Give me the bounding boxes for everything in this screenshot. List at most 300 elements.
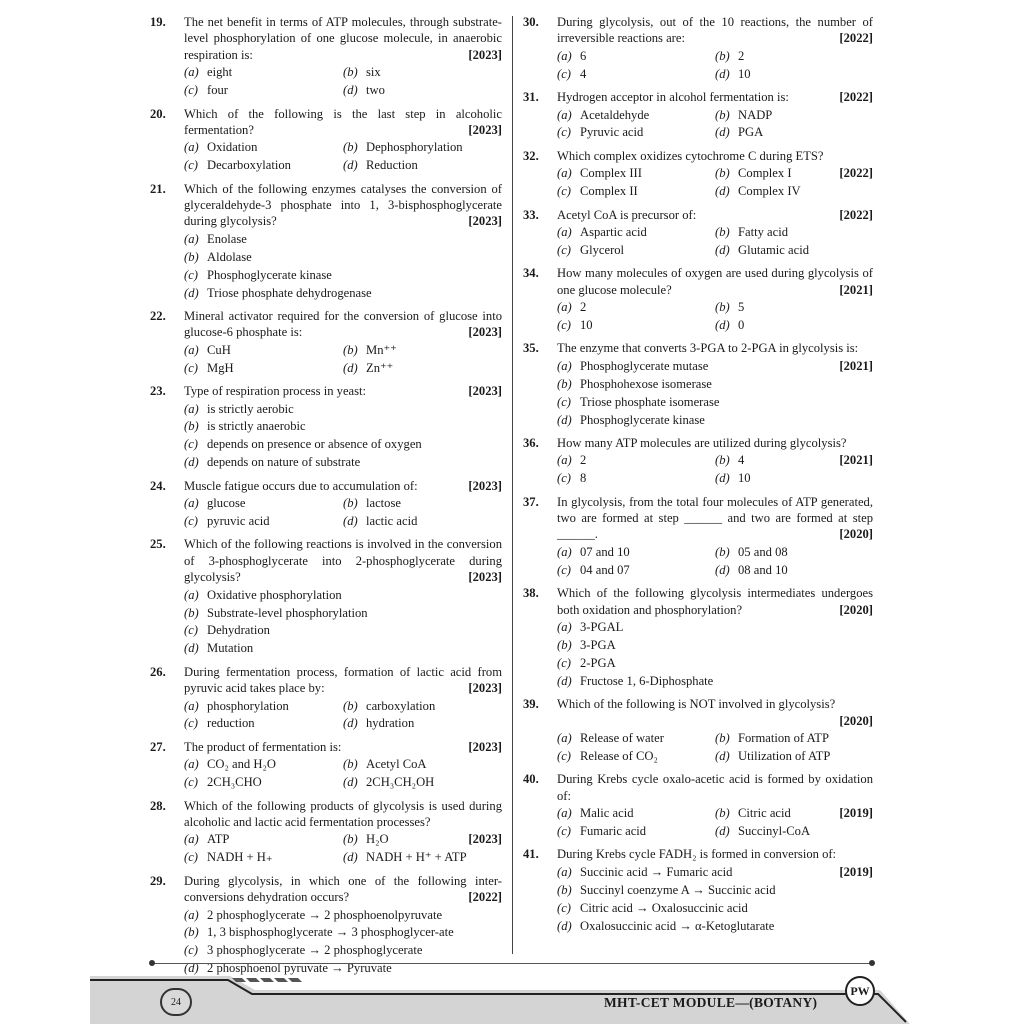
option-text: depends on nature of substrate [207, 455, 361, 470]
option [557, 452, 715, 468]
option [715, 66, 873, 82]
option [184, 82, 343, 98]
option-text: Oxalosuccinic acid → α-Ketoglutarate [580, 918, 775, 933]
option-letter: (a) [184, 231, 199, 246]
option-text: Mn⁺⁺ [366, 342, 397, 357]
option [557, 107, 715, 123]
option-text: lactose [366, 496, 401, 511]
option [343, 513, 502, 529]
question-body: Acetyl CoA is precursor of: [557, 207, 697, 222]
question-body: Hydrogen acceptor in alcohol fermentation is: [557, 90, 789, 105]
question-text [557, 696, 873, 729]
option-text: pyruvic acid [207, 513, 270, 528]
option-letter: (b) [184, 419, 199, 434]
option-text: carboxylation [366, 698, 436, 713]
option-text: phosphorylation [207, 698, 289, 713]
option-letter: (d) [343, 716, 358, 731]
option-text: Complex II [580, 184, 638, 199]
option-text: 2 phosphoglycerate → 2 phosphoenolpyruvate [207, 907, 443, 922]
option [184, 285, 502, 301]
options [523, 48, 873, 82]
option [715, 183, 873, 199]
option-text: Glycerol [580, 242, 625, 257]
question-header [150, 308, 502, 341]
option-letter: (a) [557, 864, 572, 879]
option-letter: (c) [184, 943, 198, 958]
options [150, 831, 502, 865]
question [523, 846, 873, 934]
option-letter: (b) [557, 376, 572, 391]
question-number: 35. [523, 341, 539, 356]
question [523, 265, 873, 333]
option-letter: (a) [557, 544, 572, 559]
option-letter: (b) [557, 637, 572, 652]
options [150, 231, 502, 301]
option [715, 544, 873, 560]
option [184, 418, 502, 434]
option [557, 673, 873, 689]
exam-year: [2023] [468, 384, 502, 399]
option-text: Fructose 1, 6-Diphosphate [580, 673, 714, 688]
option-text: Complex III [580, 166, 642, 181]
options [523, 107, 873, 141]
option [557, 358, 873, 374]
option [343, 715, 502, 731]
question [150, 308, 502, 376]
option-text: Release of water [580, 730, 664, 745]
option [343, 139, 502, 155]
option-letter: (d) [184, 641, 199, 656]
option-text: Fumaric acid [580, 823, 647, 838]
option-text: Dephosphorylation [366, 140, 463, 155]
question-number: 23. [150, 384, 166, 399]
option-letter: (c) [557, 655, 571, 670]
question-text [184, 873, 502, 906]
options [523, 299, 873, 333]
question-body: Which of the following enzymes catalyses the conversion of glyceraldehyde-3 phosphate into 1, 3-bisphosphoglycerate during glycolysis? [184, 181, 502, 229]
option-letter: (a) [557, 453, 572, 468]
option [557, 224, 715, 240]
option [184, 924, 502, 940]
option [557, 918, 873, 934]
option-text: Pyruvic acid [580, 125, 644, 140]
option [343, 82, 502, 98]
question-body: In glycolysis, from the total four molecules of ATP generated, two are formed at step ______ and two are formed at step ______. [557, 494, 873, 542]
option-letter: (b) [343, 698, 358, 713]
question [150, 383, 502, 471]
option-letter: (a) [184, 140, 199, 155]
option-text: 2CH₃CH₂OH [366, 775, 435, 790]
exam-year: [2023] [468, 325, 502, 340]
question [150, 798, 502, 866]
option-text: Aspartic acid [580, 224, 647, 239]
option [557, 655, 873, 671]
exam-year: [2021] [839, 358, 873, 373]
option-letter: (d) [184, 961, 199, 976]
question-text [184, 383, 502, 399]
option-letter: (d) [343, 360, 358, 375]
option-text: Aldolase [207, 249, 252, 264]
options [523, 730, 873, 764]
option-text: lactic acid [366, 513, 418, 528]
option-text: 2CH₃CHO [207, 775, 262, 790]
option-letter: (b) [715, 730, 730, 745]
option-text: 4 [580, 66, 587, 81]
option-letter: (b) [715, 544, 730, 559]
option-letter: (b) [715, 48, 730, 63]
option [715, 107, 873, 123]
option [343, 157, 502, 173]
question-column-right [523, 14, 873, 941]
option-letter: (b) [184, 925, 199, 940]
question-number: 22. [150, 309, 166, 323]
question-text [557, 265, 873, 298]
question-number: 36. [523, 435, 539, 450]
option [184, 231, 502, 247]
question-header [150, 14, 502, 63]
question-header [523, 14, 873, 47]
option-text: 05 and 08 [738, 544, 788, 559]
option-text: Acetyl CoA [366, 757, 427, 772]
option-letter: (a) [184, 496, 199, 511]
option [557, 48, 715, 64]
option-text: 1, 3 bisphosphoglycerate → 3 phosphoglycer-ate [207, 925, 454, 940]
option [715, 805, 873, 821]
options [523, 224, 873, 258]
option-letter: (d) [184, 455, 199, 470]
option-letter: (c) [557, 66, 571, 81]
question-column-left [150, 14, 502, 984]
option-letter: (c) [557, 562, 571, 577]
question [150, 181, 502, 301]
option-text: Enolase [207, 231, 247, 246]
option-letter: (b) [715, 224, 730, 239]
option-text: is strictly aerobic [207, 401, 294, 416]
option [184, 605, 502, 621]
option-text: Phosphoglycerate kinase [207, 267, 332, 282]
question-number: 20. [150, 106, 166, 121]
exam-year: [2019] [839, 806, 873, 821]
option [715, 748, 873, 764]
question-text [184, 308, 502, 341]
option [184, 139, 343, 155]
question-text [557, 846, 873, 862]
option [184, 849, 343, 865]
option-letter: (c) [557, 823, 571, 838]
exam-year: [2021] [839, 282, 873, 297]
option-text: CO₂ and H₂O [207, 757, 276, 772]
options [150, 401, 502, 471]
option-text: 2 [738, 48, 745, 63]
options [150, 495, 502, 529]
question-text [184, 798, 502, 831]
question [150, 106, 502, 174]
question [523, 148, 873, 200]
question-text [184, 181, 502, 230]
option-letter: (c) [184, 513, 198, 528]
question-text [557, 14, 873, 47]
option-text: 5 [738, 300, 745, 315]
option-text: 10 [738, 66, 751, 81]
question-number: 32. [523, 148, 539, 163]
question-header [150, 181, 502, 230]
question-number: 29. [150, 873, 166, 888]
option-letter: (d) [557, 918, 572, 933]
option-text: 6 [580, 48, 587, 63]
option-letter: (a) [184, 401, 199, 416]
question [523, 14, 873, 82]
option-letter: (c) [557, 748, 571, 763]
option-letter: (d) [715, 242, 730, 257]
question-body: Which of the following is the last step in alcoholic fermentation? [184, 106, 502, 137]
option-letter: (c) [557, 394, 571, 409]
question-body: Which of the following reactions is involved in the conversion of 3-phosphoglycerate into 2-phosphoglycerate during glycolysis? [184, 537, 502, 585]
option-letter: (a) [557, 48, 572, 63]
question-number: 37. [523, 494, 539, 509]
question-header [150, 664, 502, 697]
question-number: 21. [150, 181, 166, 196]
option-text: 10 [580, 318, 593, 332]
option-text: 3 phosphoglycerate → 2 phosphoglycerate [207, 943, 423, 958]
question-header [150, 873, 502, 906]
option [184, 907, 502, 923]
option-letter: (c) [184, 83, 198, 98]
options [523, 864, 873, 934]
option [715, 165, 873, 181]
option [557, 882, 873, 898]
option-text: NADP [738, 107, 773, 122]
option-letter: (d) [715, 823, 730, 838]
option [184, 756, 343, 772]
option [557, 864, 873, 880]
option-text: Mutation [207, 641, 254, 656]
option [184, 436, 502, 452]
exam-year: [2022] [839, 207, 873, 222]
question [523, 771, 873, 839]
option-text: 2 [580, 300, 587, 315]
option-text: Oxidative phosphorylation [207, 587, 342, 602]
option [184, 401, 502, 417]
option-text: eight [207, 65, 233, 80]
question-body: Which of the following glycolysis intermediates undergoes both oxidation and phosphorylation? [557, 586, 873, 617]
option [184, 715, 343, 731]
options [150, 698, 502, 732]
option-letter: (d) [715, 318, 730, 332]
question-header [523, 846, 873, 862]
option-text: 0 [738, 318, 745, 332]
option-text: Triose phosphate dehydrogenase [207, 285, 372, 300]
option-letter: (d) [715, 562, 730, 577]
option-letter: (a) [557, 620, 572, 634]
option-text: Complex I [738, 166, 792, 181]
option-letter: (a) [184, 832, 199, 847]
option-text: 10 [738, 471, 751, 486]
option-text: 04 and 07 [580, 562, 630, 577]
option [184, 267, 502, 283]
option-letter: (b) [184, 605, 199, 620]
exam-year: [2023] [468, 47, 502, 62]
option [184, 831, 343, 847]
option-letter: (d) [715, 184, 730, 199]
option [184, 622, 502, 638]
option [715, 317, 873, 333]
option-text: Decarboxylation [207, 158, 291, 173]
option-text: Phosphoglycerate mutase [580, 358, 709, 373]
question-body: Muscle fatigue occurs due to accumulation of: [184, 478, 418, 493]
exam-year: [2021] [839, 453, 873, 468]
option-text: is strictly anaerobic [207, 419, 306, 434]
option-text: 08 and 10 [738, 562, 788, 577]
option [715, 562, 873, 578]
option-text: 8 [580, 471, 587, 486]
option [184, 942, 502, 958]
question-text [184, 14, 502, 63]
option-text: Triose phosphate isomerase [580, 394, 720, 409]
question-header [523, 696, 873, 729]
exam-year: [2022] [839, 90, 873, 105]
question-body: During Krebs cycle FADH₂ is formed in conversion of: [557, 847, 837, 862]
publisher-logo: PW [845, 976, 875, 1006]
question-text [184, 106, 502, 139]
option [715, 224, 873, 240]
question-body: The enzyme that converts 3-PGA to 2-PGA in glycolysis is: [557, 341, 859, 356]
options [523, 165, 873, 199]
question-text [557, 340, 873, 356]
option [557, 637, 873, 653]
question-number: 38. [523, 586, 539, 601]
option-letter: (c) [184, 775, 198, 790]
footer-rule-dot-left [149, 960, 155, 966]
question-body: Which complex oxidizes cytochrome C during ETS? [557, 148, 824, 163]
option [715, 299, 873, 315]
question [150, 536, 502, 656]
exam-year: [2022] [839, 166, 873, 181]
question [150, 14, 502, 99]
option-letter: (c) [557, 125, 571, 140]
option [715, 730, 873, 746]
question-body: During glycolysis, in which one of the following inter-conversions dehydration occurs? [184, 873, 502, 905]
option [184, 495, 343, 511]
question-header [150, 798, 502, 831]
question-header [523, 435, 873, 451]
option [184, 249, 502, 265]
option-letter: (c) [184, 267, 198, 282]
option-letter: (c) [184, 623, 198, 638]
option-text: H₂O [366, 832, 389, 847]
options [523, 805, 873, 839]
question-text [557, 207, 873, 223]
option-letter: (c) [184, 850, 198, 865]
option-text: reduction [207, 716, 255, 731]
question-header [523, 207, 873, 223]
question-header [523, 89, 873, 105]
option-letter: (b) [715, 166, 730, 181]
exam-year: [2023] [468, 832, 502, 847]
option [557, 562, 715, 578]
option [184, 640, 502, 656]
exam-year: [2020] [839, 527, 873, 542]
option-letter: (a) [184, 757, 199, 772]
question-number: 34. [523, 266, 539, 281]
option-letter: (c) [557, 242, 571, 257]
question-header [523, 771, 873, 804]
question-number: 41. [523, 847, 539, 862]
options [150, 342, 502, 376]
option-text: Formation of ATP [738, 730, 829, 745]
option-letter: (b) [343, 757, 358, 772]
option-text: two [366, 83, 385, 98]
option-letter: (c) [557, 471, 571, 486]
option [343, 849, 502, 865]
exam-year: [2022] [468, 890, 502, 905]
question [150, 873, 502, 977]
question-header [523, 148, 873, 164]
option-text: hydration [366, 716, 415, 731]
exam-year: [2023] [468, 122, 502, 137]
options [150, 587, 502, 657]
option-text: Acetaldehyde [580, 107, 650, 122]
option [343, 756, 502, 772]
option [184, 587, 502, 603]
question-header [523, 585, 873, 618]
option-text: MgH [207, 360, 234, 375]
option [557, 165, 715, 181]
option [715, 823, 873, 839]
question-body: Mineral activator required for the conversion of glucose into glucose-6 phosphate is: [184, 309, 502, 340]
option [557, 124, 715, 140]
option-letter: (a) [184, 587, 199, 602]
question-number: 26. [150, 664, 166, 679]
option [343, 360, 502, 376]
option-letter: (b) [557, 882, 572, 897]
question-number: 24. [150, 478, 166, 493]
question [150, 739, 502, 791]
option [557, 544, 715, 560]
option-text: 2 [580, 453, 587, 468]
option-letter: (d) [715, 471, 730, 486]
option [343, 495, 502, 511]
exam-year: [2020] [839, 602, 873, 617]
question-body: During fermentation process, formation of lactic acid from pyruvic acid takes place by: [184, 664, 502, 696]
option-letter: (a) [184, 342, 199, 357]
option-text: 3-PGA [580, 637, 616, 652]
option-letter: (b) [715, 300, 730, 315]
option-letter: (d) [343, 83, 358, 98]
option [343, 342, 502, 358]
option-text: Release of CO₂ [580, 748, 658, 763]
option-letter: (a) [557, 806, 572, 821]
option-letter: (c) [184, 158, 198, 173]
column-divider [512, 16, 513, 954]
option [184, 342, 343, 358]
option [184, 454, 502, 470]
option-letter: (c) [184, 360, 198, 375]
question-number: 33. [523, 207, 539, 222]
option-letter: (d) [715, 748, 730, 763]
question-text [557, 89, 873, 105]
option-letter: (a) [184, 65, 199, 80]
options [150, 756, 502, 790]
option-letter: (a) [557, 107, 572, 122]
option [343, 64, 502, 80]
option-text: Citric acid [738, 806, 791, 821]
option-letter: (b) [715, 453, 730, 468]
exam-year: [2019] [839, 864, 873, 879]
option-text: Oxidation [207, 140, 258, 155]
option [557, 66, 715, 82]
option-text: depends on presence or absence of oxygen [207, 437, 422, 452]
question-text [557, 435, 873, 451]
